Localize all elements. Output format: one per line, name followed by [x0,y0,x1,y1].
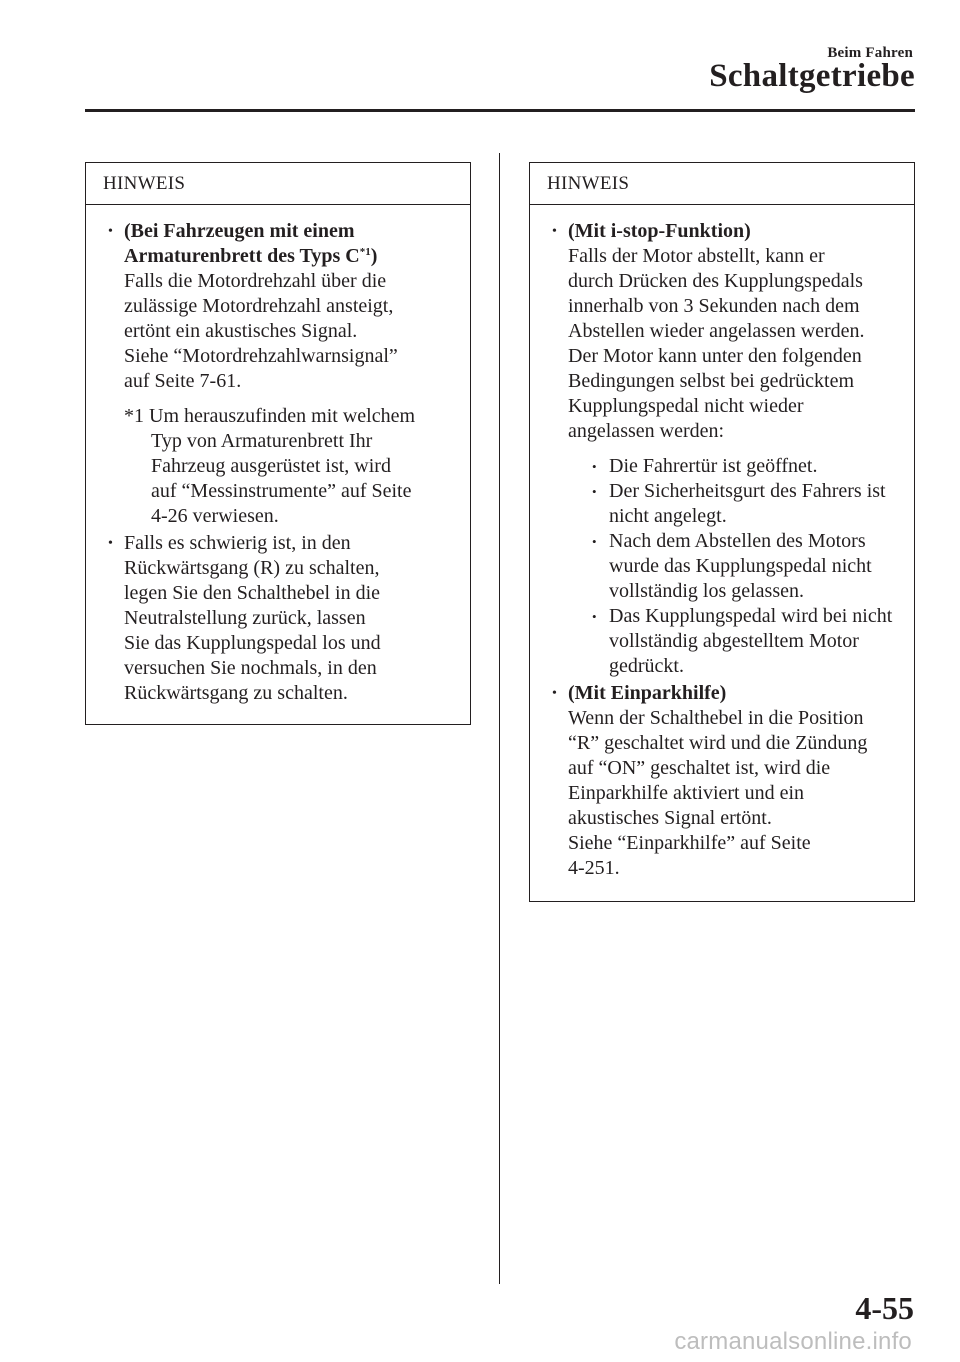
bullet-icon: • [552,686,557,701]
body-line: 4-251. [568,857,620,879]
body-line: wurde das Kupplungspedal nicht [609,555,872,577]
condition-list [589,454,904,679]
condition-item [589,604,904,679]
item-title [124,219,460,244]
body-line: Die Fahrertür ist geöffnet. [609,455,818,477]
body-line: angelassen werden: [568,420,725,442]
body-line: auf Seite 7-61. [124,370,242,392]
watermark: carmanualsonline.info [674,1328,912,1355]
footnote-ref: *1 [359,246,371,258]
body-line: Rückwärtsgang zu schalten. [124,682,348,704]
page-title: Schaltgetriebe [709,58,915,94]
footnote-line: auf “Messinstrumente” auf Seite [151,480,412,502]
body-line: Falls die Motordrehzahl über die [124,270,387,292]
note-item-parking-sensor [547,681,904,881]
body-line: Sie das Kupplungspedal los und [124,632,381,654]
body-line: zulässige Motordrehzahl ansteigt, [124,295,394,317]
item-title [124,244,460,269]
page-number: 4-55 [855,1290,914,1326]
body-line: Rückwärtsgang (R) zu schalten, [124,557,380,579]
body-line: Abstellen wieder angelassen werden. [568,320,865,342]
body-line: Falls es schwierig ist, in den [124,532,351,554]
body-line: innerhalb von 3 Sekunden nach dem [568,295,860,317]
body-line: Der Motor kann unter den folgenden [568,345,862,367]
sub-bullet-icon: • [592,609,597,624]
note-item-i-stop [547,219,904,679]
item-title-close: ) [370,245,378,267]
note-heading: HINWEIS [86,163,470,205]
sub-bullet-icon: • [592,534,597,549]
item-title: (Mit i-stop-Funktion) [568,220,751,242]
body-line: legen Sie den Schalthebel in die [124,582,381,604]
section-label: Beim Fahren [827,45,913,61]
condition-item [589,454,904,479]
body-line: ertönt ein akustisches Signal. [124,320,358,342]
body-line: nicht angelegt. [609,505,727,527]
body-line: Neutralstellung zurück, lassen [124,607,366,629]
footnote-line: Fahrzeug ausgerüstet ist, wird [151,455,391,477]
body-line: Siehe “Einparkhilfe” auf Seite [568,832,811,854]
body-line: Nach dem Abstellen des Motors [609,530,866,552]
body-line: Bedingungen selbst bei gedrücktem [568,370,855,392]
body-line: versuchen Sie nochmals, in den [124,657,377,679]
body-line: Kupplungspedal nicht wieder [568,395,804,417]
body-line: vollständig los gelassen. [609,580,804,602]
note-body [530,205,914,881]
body-line: Der Sicherheitsgurt des Fahrers ist [609,480,886,502]
bullet-icon: • [108,224,113,239]
body-line: Wenn der Schalthebel in die Position [568,707,864,729]
item-title-line: Armaturenbrett des Typs C [124,245,360,267]
body-line: akustisches Signal ertönt. [568,807,772,829]
body-line: vollständig abgestelltem Motor [609,630,859,652]
item-title-line: (Bei Fahrzeugen mit einem [124,220,355,242]
bullet-icon: • [108,536,113,551]
body-line: auf “ON” geschaltet ist, wird die [568,757,831,779]
body-line: Falls der Motor abstellt, kann er [568,245,825,267]
footnote-line: 4-26 verwiesen. [151,505,279,527]
header-divider [85,109,915,112]
body-line: Einparkhilfe aktiviert und ein [568,782,805,804]
body-line: gedrückt. [609,655,684,677]
note-body [86,205,470,706]
note-box-left [85,162,471,725]
sub-bullet-icon: • [592,484,597,499]
body-line: “R” geschaltet wird und die Zündung [568,732,868,754]
column-divider [499,153,500,1284]
condition-item [589,529,904,604]
bullet-icon: • [552,224,557,239]
condition-item [589,479,904,529]
body-line: Das Kupplungspedal wird bei nicht [609,605,893,627]
footnote [124,404,460,529]
footnote-line: Typ von Armaturenbrett Ihr [151,430,373,452]
body-line: durch Drücken des Kupplungspedals [568,270,863,292]
note-item-instrument-cluster [103,219,460,394]
footnote-line: *1 Um herauszufinden mit welchem [124,405,416,427]
note-box-right [529,162,915,902]
note-heading: HINWEIS [530,163,914,205]
sub-bullet-icon: • [592,459,597,474]
note-item-reverse-gear [103,531,460,706]
item-title: (Mit Einparkhilfe) [568,682,727,704]
body-line: Siehe “Motordrehzahlwarnsignal” [124,345,398,367]
